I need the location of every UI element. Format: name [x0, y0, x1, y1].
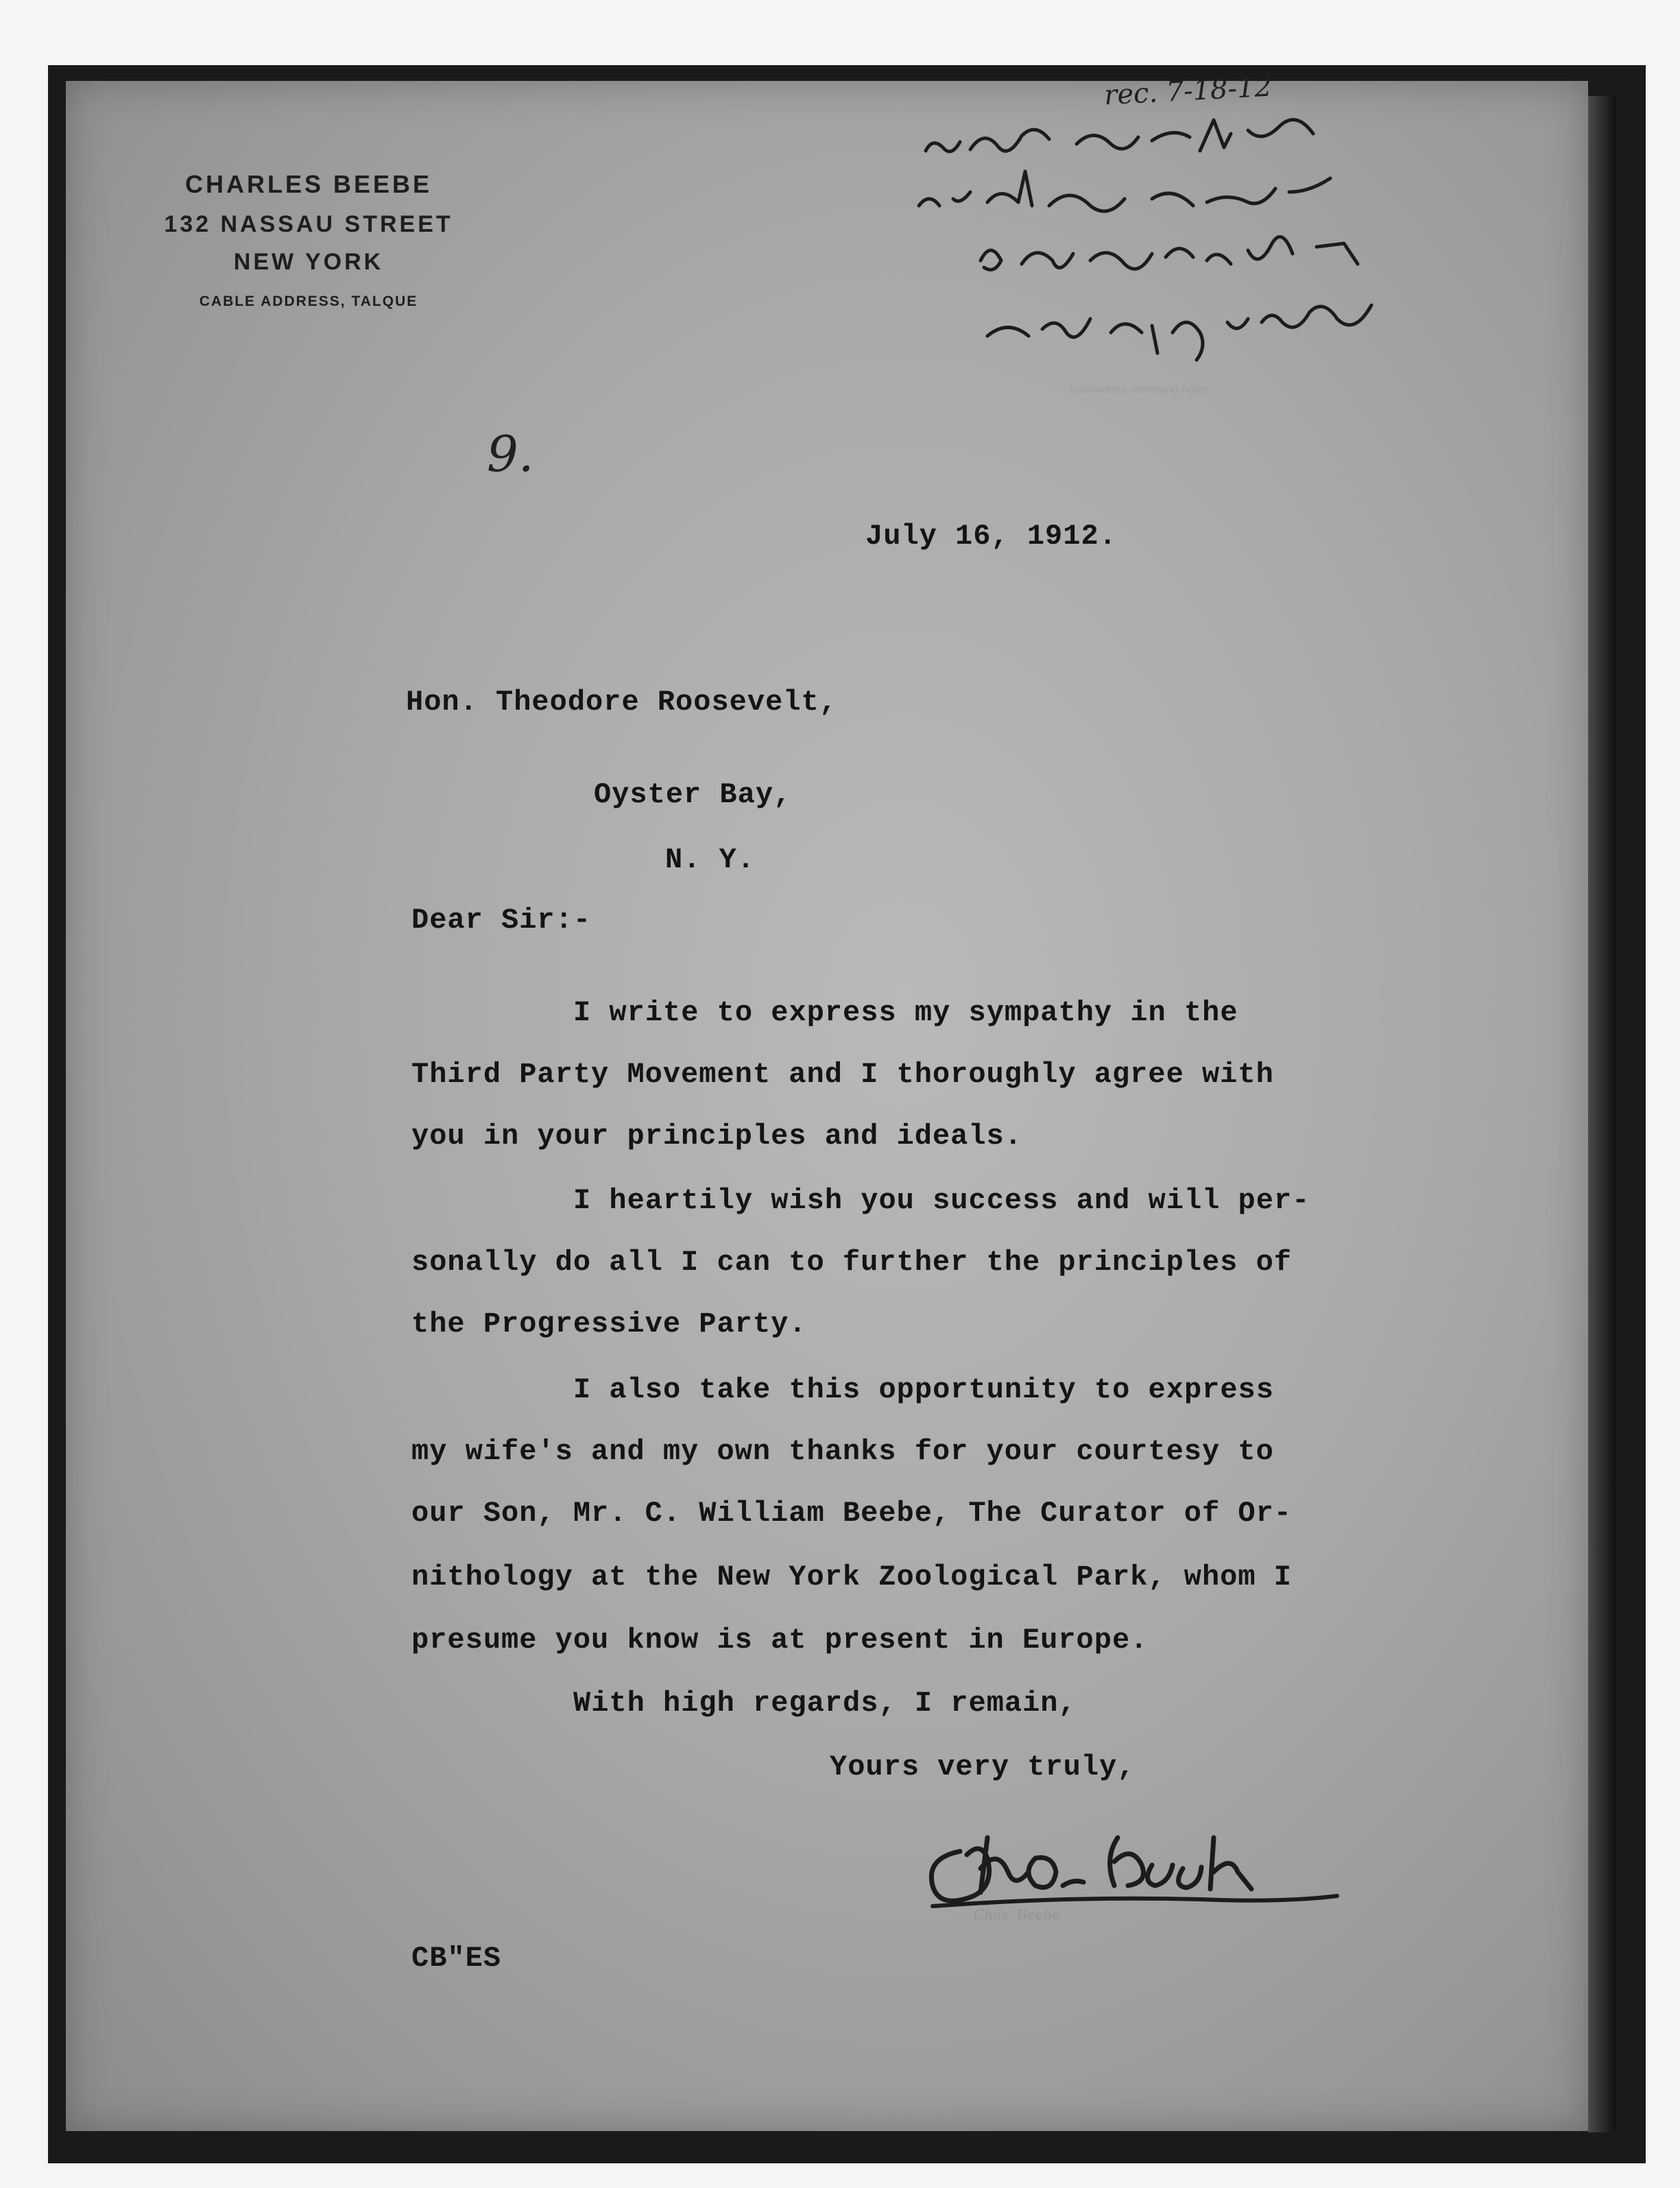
body-line-7: I also take this opportunity to express: [573, 1373, 1274, 1406]
recipient-line-2: Oyster Bay,: [594, 778, 792, 811]
salutation: Dear Sir:-: [411, 904, 592, 937]
recipient-line-3: N. Y.: [665, 843, 756, 876]
page-number: 9.: [487, 425, 534, 483]
body-line-4: I heartily wish you success and will per-: [573, 1184, 1310, 1217]
body-line-6: the Progressive Party.: [411, 1308, 807, 1341]
closing: Yours very truly,: [830, 1751, 1136, 1783]
letterhead-street: 132 NASSAU STREET: [164, 211, 453, 237]
body-line-12: With high regards, I remain,: [573, 1687, 1077, 1720]
body-line-11: presume you know is at present in Europe.: [411, 1624, 1149, 1657]
body-line-5: sonally do all I can to further the principles of: [411, 1246, 1293, 1279]
body-line-8: my wife's and my own thanks for your courtesy to: [411, 1435, 1274, 1468]
signature-text: Chas. Beebe: [974, 1906, 1061, 1923]
letter-sheet: [66, 81, 1588, 2131]
letterhead-city: NEW YORK: [233, 249, 384, 275]
shorthand-notes: [905, 89, 1577, 377]
recipient-line-1: Hon. Theodore Roosevelt,: [406, 686, 837, 719]
received-note: rec. 7-18-12: [1103, 71, 1273, 112]
letterhead-name: CHARLES BEEBE: [184, 170, 433, 198]
typist-initials: CB"ES: [411, 1942, 502, 1975]
body-line-2: Third Party Movement and I thoroughly agree with: [411, 1058, 1274, 1091]
body-line-3: you in your principles and ideals.: [411, 1120, 1022, 1153]
body-line-10: nithology at the New York Zoological Park, whom I: [411, 1561, 1293, 1594]
letterhead-cable-address: CABLE ADDRESS, TALQUE: [199, 293, 418, 309]
body-line-9: our Son, Mr. C. William Beebe, The Curator of Or-: [411, 1497, 1293, 1530]
letter-date: July 16, 1912.: [865, 520, 1117, 553]
shorthand-description: handwritten shorthand notes: [1070, 384, 1208, 396]
body-line-1: I write to express my sympathy in the: [573, 996, 1238, 1029]
letterhead: [137, 170, 480, 310]
sheet-shadow-edge: [1588, 96, 1616, 2132]
